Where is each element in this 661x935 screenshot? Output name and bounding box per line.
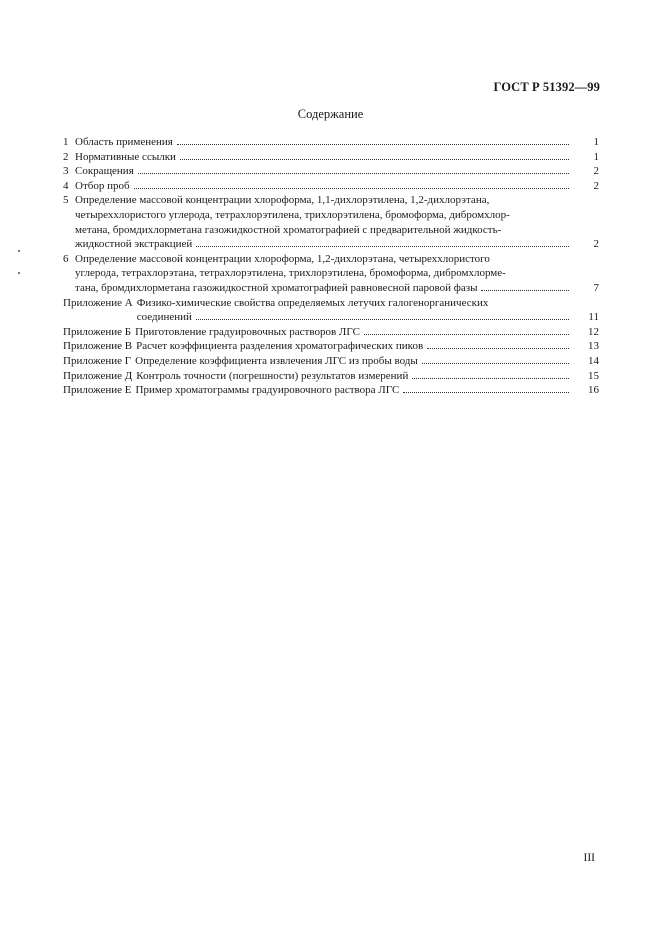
toc-entry-appendix-g[interactable]: [63, 354, 599, 369]
toc-entry-appendix-b[interactable]: [63, 325, 599, 340]
toc-entry-page: 7: [593, 281, 599, 294]
toc-entry-body: [75, 164, 599, 179]
toc-entry-number: 3: [63, 165, 69, 178]
toc-entry-3[interactable]: [63, 164, 599, 179]
toc-entry-number: 1: [63, 136, 69, 148]
toc-entry-body: [75, 193, 599, 251]
toc-entry-body: [136, 383, 599, 398]
toc-entry-title: Определение коэффициента извлечения ЛГС из пробы воды: [135, 354, 418, 367]
toc-entry-number: 4: [63, 179, 69, 192]
dot-leader: [134, 187, 569, 189]
dot-leader: [481, 289, 569, 291]
toc-entry-4[interactable]: [63, 179, 599, 194]
dot-leader: [422, 362, 569, 364]
page-number: III: [583, 852, 595, 864]
toc-entry-title: Нормативные ссылки: [75, 150, 176, 163]
dot-leader: [196, 245, 569, 247]
toc-title: Содержание: [297, 107, 364, 121]
toc-entry-page: 15: [588, 369, 599, 382]
toc-entry-body: [75, 252, 599, 296]
toc-entry-appendix-v[interactable]: [63, 339, 599, 354]
toc-entry-body: [136, 369, 599, 384]
toc-entry-title: Приготовление градуировочных растворов ЛГС: [135, 325, 360, 338]
toc-entry-page: 1: [593, 150, 599, 163]
dot-leader: [196, 318, 569, 320]
toc-entry-title: Расчет коэффициента разделения хроматографических пиков: [136, 340, 424, 353]
toc-entry-number: 6: [63, 252, 69, 265]
table-of-contents: [63, 135, 599, 398]
toc-entry-page: 2: [593, 238, 599, 251]
toc-entry-line: углерода, тетрахлорэтана, тетрахлорэтилена, трихлорэтилена, бромоформа, дибромхлорме-: [75, 267, 506, 280]
toc-entry-page: 1: [593, 136, 599, 148]
toc-entry-body: [136, 339, 599, 354]
toc-entry-page: 13: [588, 340, 599, 353]
toc-entry-title: Контроль точности (погрешности) результатов измерений: [136, 369, 409, 382]
toc-entry-body: [75, 150, 599, 165]
toc-entry-2[interactable]: [63, 150, 599, 165]
toc-entry-number: Приложение Г: [63, 354, 132, 367]
dot-leader: [427, 347, 569, 349]
toc-entry-page: 16: [588, 384, 599, 397]
dot-leader: [180, 158, 569, 160]
scan-speck: [18, 250, 20, 252]
dot-leader: [403, 391, 569, 393]
toc-entry-appendix-e[interactable]: [63, 383, 599, 398]
toc-entry-body: [75, 179, 599, 194]
dot-leader: [364, 333, 569, 335]
document-code: ГОСТ Р 51392—99: [493, 80, 600, 94]
toc-entry-body: [135, 354, 599, 369]
toc-entry-body: [75, 135, 599, 150]
toc-entry-line: Определение массовой концентрации хлороформа, 1,2-дихлорэтана, четыреххлористого: [75, 252, 490, 265]
toc-entry-body: [135, 325, 599, 340]
toc-entry-appendix-d[interactable]: [63, 369, 599, 384]
toc-entry-page: 11: [588, 311, 599, 324]
dot-leader: [412, 377, 569, 379]
toc-entry-5[interactable]: [63, 193, 599, 251]
toc-entry-number: 2: [63, 150, 69, 163]
toc-entry-page: 2: [593, 179, 599, 192]
toc-entry-1[interactable]: [63, 135, 599, 150]
toc-entry-appendix-a[interactable]: [63, 296, 599, 325]
toc-entry-number: 5: [63, 194, 69, 207]
toc-entry-title: Область применения: [75, 136, 173, 148]
toc-entry-page: 12: [588, 325, 599, 338]
toc-entry-number: Приложение Е: [63, 384, 132, 397]
toc-entry-number: Приложение А: [63, 296, 133, 309]
toc-entry-title: тана, бромдихлорметана газожидкостной хроматографией равновесной паровой фазы: [75, 281, 478, 294]
toc-entry-6[interactable]: [63, 252, 599, 296]
toc-entry-number: Приложение Б: [63, 325, 132, 338]
toc-entry-title: жидкостной экстракцией: [75, 238, 193, 251]
toc-entry-number: Приложение В: [63, 340, 133, 353]
toc-entry-line: Определение массовой концентрации хлороформа, 1,1-дихлорэтилена, 1,2-дихлорэтана,: [75, 194, 490, 207]
toc-entry-line: четыреххлористого углерода, тетрахлорэтилена, трихлорэтилена, бромоформа, дибромхлор-: [75, 208, 510, 221]
toc-entry-line: метана, бромдихлорметана газожидкостной хроматографией с предварительной жидкость-: [75, 223, 502, 236]
toc-entry-title: Сокращения: [75, 165, 134, 178]
dot-leader: [138, 172, 569, 174]
toc-entry-page: 2: [593, 165, 599, 178]
toc-entry-title: соединений: [136, 311, 192, 324]
toc-entry-number: Приложение Д: [63, 369, 133, 382]
toc-entry-page: 14: [588, 354, 599, 367]
toc-entry-body: [137, 296, 599, 325]
scan-speck: [18, 272, 20, 274]
dot-leader: [177, 143, 569, 145]
toc-entry-title: Пример хроматограммы градуировочного раствора ЛГС: [135, 384, 400, 397]
toc-entry-line: Физико-химические свойства определяемых летучих галогенорганических: [136, 296, 489, 309]
toc-entry-title: Отбор проб: [75, 179, 130, 192]
